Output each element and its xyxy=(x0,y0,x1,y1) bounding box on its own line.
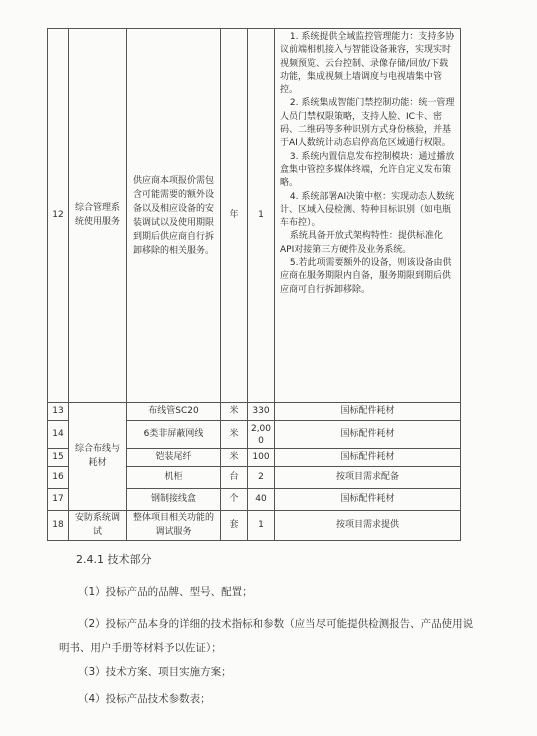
procurement-table xyxy=(47,28,461,541)
table-row xyxy=(48,29,461,403)
requirement-paragraph: 系统具备开放式架构特性：提供标准化API对接第三方硬件及业务系统。 xyxy=(280,231,443,255)
unit-cell: 套 xyxy=(221,511,248,541)
item-name: 综合管理系统使用服务 xyxy=(69,29,127,403)
quantity-cell: 1 xyxy=(248,29,275,403)
group-name: 综合布线与耗材 xyxy=(69,403,127,511)
quantity-cell: 330 xyxy=(248,403,275,421)
quantity-cell: 2 xyxy=(248,467,275,489)
table-row xyxy=(48,403,461,421)
item-name: 安防系统调试 xyxy=(69,511,127,541)
item-description: 整体项目相关功能的调试服务 xyxy=(127,511,221,541)
requirements-cell: 国标配件耗材 xyxy=(275,403,461,421)
unit-cell: 台 xyxy=(221,467,248,489)
list-item-continuation: 明书、用户手册等材料予以佐证）； xyxy=(59,642,222,654)
requirement-paragraph: 4. 系统部署AI决策中枢：实现动态人数统计、区域入侵检测、特种目标识别（如电瓶车布控）。 xyxy=(280,191,455,229)
requirement-paragraph: 1. 系统提供全域监控管理能力：支持多协议前端相机接入与智能设备兼容，实现实时视频预览、云台控制、录像存储/回放/下载功能，集成视频上墙调度与电视墙集中管控。 xyxy=(280,32,455,96)
unit-cell: 米 xyxy=(221,421,248,449)
requirements-cell: 国标配件耗材 xyxy=(275,421,461,449)
row-number: 12 xyxy=(48,29,69,403)
requirements-cell: 按项目需求提供 xyxy=(275,511,461,541)
row-number: 17 xyxy=(48,489,69,511)
item-name: 机柜 xyxy=(127,467,221,489)
requirement-paragraph: 2. 系统集成智能门禁控制功能：统一管理人员门禁权限策略，支持人脸、IC卡、密码、二维码等多种识别方式身份核验，并基于AI人数统计动态启停高危区域通行权限。 xyxy=(280,98,455,149)
requirements-cell: 国标配件耗材 xyxy=(275,449,461,467)
item-name: 布线管SC20 xyxy=(127,403,221,421)
list-item: （4）投标产品技术参数表； xyxy=(78,693,211,705)
requirement-paragraph: 5.若此项需要额外的设备，则该设备由供应商在服务期限内自备，服务期限到期后供应商可自行拆卸移除。 xyxy=(280,258,452,295)
quantity-cell: 2,000 xyxy=(248,421,275,449)
list-item: （2）投标产品本身的详细的技术指标和参数（应当尽可能提供检测报告、产品使用说 xyxy=(78,618,474,630)
quantity-cell: 40 xyxy=(248,489,275,511)
list-item: （1）投标产品的品牌、型号、配置； xyxy=(78,586,253,598)
row-number: 13 xyxy=(48,403,69,421)
quantity-cell: 100 xyxy=(248,449,275,467)
quantity-cell: 1 xyxy=(248,511,275,541)
row-number: 14 xyxy=(48,421,69,449)
unit-cell: 年 xyxy=(221,29,248,403)
requirements-cell: 国标配件耗材 xyxy=(275,489,461,511)
item-name: 铠装尾纤 xyxy=(127,449,221,467)
requirement-paragraph: 3. 系统内置信息发布控制模块：通过播放盒集中管控多媒体终端，允许自定义发布策略。 xyxy=(280,151,455,189)
section-heading: 2.4.1 技术部分 xyxy=(76,553,152,566)
unit-cell: 米 xyxy=(221,403,248,421)
table-row xyxy=(48,511,461,541)
row-number: 15 xyxy=(48,449,69,467)
requirements-cell xyxy=(275,29,461,403)
item-name: 6类非屏蔽网线 xyxy=(127,421,221,449)
unit-cell: 米 xyxy=(221,449,248,467)
requirements-cell: 按项目需求配备 xyxy=(275,467,461,489)
unit-cell: 个 xyxy=(221,489,248,511)
row-number: 18 xyxy=(48,511,69,541)
item-description: 供应商本项报价需包含可能需要的额外设备以及相应设备的安装调试以及使用期限到期后供应商自行拆卸移除的相关服务。 xyxy=(127,29,221,403)
item-name: 钢制接线盒 xyxy=(127,489,221,511)
row-number: 16 xyxy=(48,467,69,489)
list-item: （3）技术方案、项目实施方案； xyxy=(78,666,232,678)
